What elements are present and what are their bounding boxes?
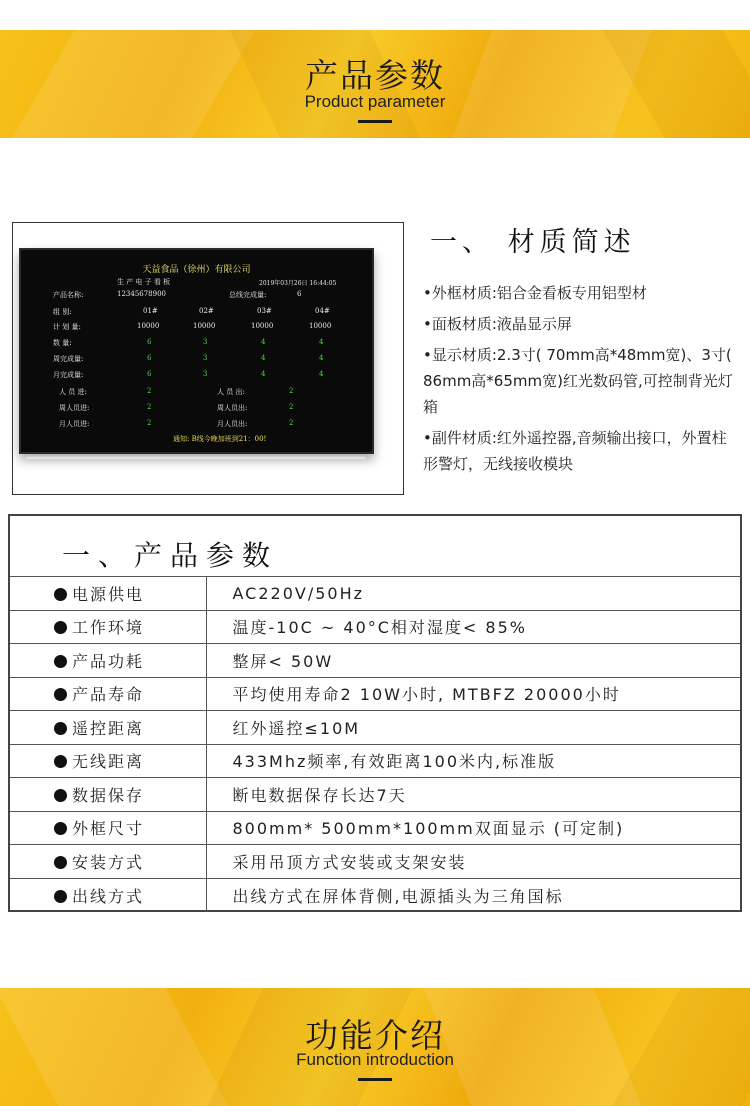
- screen-row-label: 月完成量:: [53, 371, 84, 379]
- footer-title: 功能介绍: [305, 1016, 445, 1055]
- param-value: 红外遥控≤10M: [206, 711, 740, 745]
- param-value: 433Mhz频率,有效距离100米内,标准版: [206, 744, 740, 778]
- screen-cell: 4: [261, 354, 266, 362]
- param-label-cell: [10, 577, 206, 611]
- params-title: 一、产品参数: [62, 539, 279, 572]
- param-value: 出线方式在屏体背侧,电源插头为三角国标: [206, 878, 740, 912]
- bullet-icon: [54, 621, 67, 634]
- param-label-cell: [10, 778, 206, 812]
- screen-staff-value: 2: [289, 419, 294, 427]
- screen-cell: 01#: [143, 307, 158, 315]
- header-subtitle: Product parameter: [304, 92, 446, 111]
- param-value: 采用吊顶方式安装或支架安装: [206, 845, 740, 879]
- footer-subtitle: Function introduction: [296, 1050, 454, 1069]
- screen-company-title: 天益食品（徐州）有限公司: [142, 265, 251, 275]
- screen-row-label: 数 量:: [53, 339, 72, 347]
- bullet-icon: [54, 789, 67, 802]
- screen-datetime: 2019年03月26日 16:44:05: [259, 280, 337, 287]
- bullet-icon: [54, 688, 67, 701]
- param-label-cell: [10, 677, 206, 711]
- param-value: 断电数据保存长达7天: [206, 778, 740, 812]
- table-row: [10, 744, 740, 778]
- bullet-icon: [54, 755, 67, 768]
- param-label: 遥控距离: [72, 718, 145, 738]
- bullet-icon: [54, 856, 67, 869]
- screen-row-label: 计 划 量:: [53, 323, 81, 331]
- screen-subtitle: 生 产 电 子 看 板: [117, 278, 171, 286]
- screen-cell: 3: [203, 338, 208, 346]
- screen-cell: 10000: [251, 322, 274, 330]
- screen-cell: 4: [319, 338, 324, 346]
- screen-cell: 3: [203, 370, 208, 378]
- param-value: 整屏< 50W: [206, 644, 740, 678]
- screen-cell: 6: [147, 338, 152, 346]
- param-label-cell: [10, 711, 206, 745]
- param-label: 外框尺寸: [72, 819, 145, 839]
- param-label: 安装方式: [72, 852, 145, 872]
- param-label: 产品功耗: [72, 651, 145, 671]
- screen-staff-value: 2: [289, 387, 294, 395]
- param-label: 电源供电: [72, 584, 145, 604]
- bullet-icon: [54, 722, 67, 735]
- table-row: [10, 644, 740, 678]
- table-row: [10, 845, 740, 879]
- screen-staff-label: 月人员出:: [217, 420, 248, 428]
- param-label: 出线方式: [72, 886, 145, 906]
- materials-item: •显示材质:2.3寸( 70mm高*48mm宽)、3寸( 86mm高*65mm宽)红光数码管,可控制背光灯箱: [423, 346, 733, 416]
- header-title: 产品参数: [305, 56, 445, 95]
- bullet-icon: [54, 655, 67, 668]
- screen-total-value: 6: [297, 290, 302, 298]
- screen-cell: 10000: [137, 322, 160, 330]
- param-label-cell: [10, 610, 206, 644]
- param-label-cell: [10, 845, 206, 879]
- screen-row-label: 周完成量:: [53, 355, 84, 363]
- param-label-cell: [10, 744, 206, 778]
- table-row: [10, 811, 740, 845]
- product-photo-screen: [19, 248, 374, 454]
- screen-cell: 4: [261, 370, 266, 378]
- screen-cell: 6: [147, 370, 152, 378]
- screen-cell: 10000: [309, 322, 332, 330]
- screen-cell: 10000: [193, 322, 216, 330]
- table-row: [10, 878, 740, 912]
- materials-item: •副件材质:红外遥控器,音频输出接口，外置柱形警灯，无线接收模块: [423, 429, 727, 473]
- screen-staff-label: 周人员进:: [59, 404, 90, 412]
- materials-item: •外框材质:铝合金看板专用铝型材: [423, 284, 647, 302]
- screen-staff-value: 2: [147, 403, 152, 411]
- param-value: AC220V/50Hz: [206, 577, 740, 611]
- screen-cell: 4: [319, 354, 324, 362]
- screen-row-label: 组 别:: [53, 308, 72, 316]
- params-panel: [8, 514, 742, 912]
- screen-stand-shadow: [26, 455, 366, 459]
- screen-cell: 6: [147, 354, 152, 362]
- screen-staff-value: 2: [289, 403, 294, 411]
- materials-list: [423, 280, 738, 482]
- table-row: [10, 610, 740, 644]
- param-value: 平均使用寿命2 10W小时, MTBFZ 20000小时: [206, 677, 740, 711]
- footer-banner: [0, 988, 750, 1106]
- screen-product-label: 产品名称:: [53, 291, 84, 299]
- header-banner: [0, 30, 750, 138]
- table-row: [10, 577, 740, 611]
- table-row: [10, 711, 740, 745]
- screen-product-value: 12345678900: [117, 290, 166, 298]
- footer-underline: [358, 1078, 392, 1081]
- param-label-cell: [10, 811, 206, 845]
- screen-cell: 04#: [315, 307, 330, 315]
- table-row: [10, 677, 740, 711]
- param-label: 产品寿命: [72, 685, 145, 705]
- screen-cell: 4: [261, 338, 266, 346]
- screen-total-label: 总线完成量:: [229, 291, 267, 299]
- screen-staff-label: 周人员出:: [217, 404, 248, 412]
- materials-title: 一、 材质简述: [430, 227, 636, 258]
- param-label: 数据保存: [72, 785, 145, 805]
- param-value: 温度-10C ~ 40°C相对湿度< 85%: [206, 610, 740, 644]
- screen-staff-label: 月人员进:: [59, 420, 90, 428]
- param-label: 无线距离: [72, 752, 145, 772]
- screen-staff-label: 人 员 出:: [217, 388, 245, 396]
- screen-staff-value: 2: [147, 387, 152, 395]
- params-table: [10, 576, 740, 912]
- screen-staff-label: 人 员 进:: [59, 388, 87, 396]
- screen-cell: 02#: [199, 307, 214, 315]
- screen-cell: 03#: [257, 307, 272, 315]
- bullet-icon: [54, 822, 67, 835]
- param-label-cell: [10, 644, 206, 678]
- screen-notice: 通知: B线今晚加班到21：00!: [173, 435, 267, 443]
- param-label: 工作环境: [72, 618, 145, 638]
- param-value: 800mm* 500mm*100mm双面显示 (可定制): [206, 811, 740, 845]
- screen-staff-value: 2: [147, 419, 152, 427]
- table-row: [10, 778, 740, 812]
- screen-cell: 3: [203, 354, 208, 362]
- bullet-icon: [54, 588, 67, 601]
- param-label-cell: [10, 878, 206, 912]
- materials-item: •面板材质:液晶显示屏: [423, 315, 572, 333]
- screen-cell: 4: [319, 370, 324, 378]
- header-underline: [358, 120, 392, 123]
- bullet-icon: [54, 890, 67, 903]
